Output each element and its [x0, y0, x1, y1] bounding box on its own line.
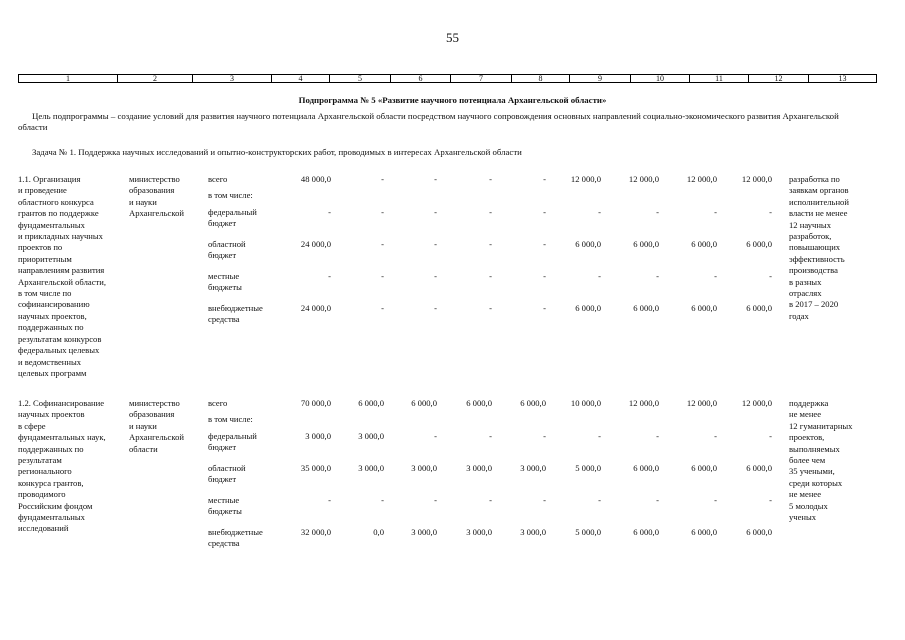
funding-value: -: [598, 431, 601, 441]
funding-value: -: [434, 303, 437, 313]
funding-value: 0,0: [373, 527, 384, 537]
column-number-11: 11: [690, 75, 749, 83]
funding-value: -: [489, 207, 492, 217]
funding-value: 6 000,0: [691, 527, 717, 537]
funding-value: -: [381, 174, 384, 184]
funding-source-label: областной бюджет: [208, 239, 246, 261]
funding-value: -: [769, 207, 772, 217]
funding-value: 6 000,0: [746, 527, 772, 537]
funding-value: -: [489, 431, 492, 441]
measure-name: 1.1. Организация и проведение областного конкурса грантов по поддержке фундаментальных и прикладных научных проектов по приоритетным направлениям развития Архангельской области, в том числе по софинансированию научных проектов, поддержанных по результатам конкурсов федеральных целевых и ведомственных целевых программ: [18, 174, 107, 378]
funding-value: -: [598, 271, 601, 281]
funding-value: -: [598, 207, 601, 217]
funding-value: -: [714, 271, 717, 281]
funding-value: 24 000,0: [300, 303, 331, 313]
column-number-5: 5: [330, 75, 391, 83]
funding-source-label: внебюджетные средства: [208, 303, 263, 325]
funding-value: 35 000,0: [300, 463, 331, 473]
expected-result: поддержка не менее 12 гуманитарных проектов, выполняемых более чем 35 учеными, среди которых не менее 5 молодых ученых: [789, 398, 853, 523]
column-number-12: 12: [749, 75, 809, 83]
column-number-2: 2: [118, 75, 193, 83]
funding-value: 6 000,0: [691, 463, 717, 473]
column-number-13: 13: [809, 75, 877, 83]
funding-value: -: [543, 495, 546, 505]
funding-value: 70 000,0: [300, 398, 331, 408]
funding-value: 12 000,0: [628, 398, 659, 408]
funding-value: 6 000,0: [633, 463, 659, 473]
funding-value: -: [543, 207, 546, 217]
funding-value: -: [656, 271, 659, 281]
funding-value: 6 000,0: [746, 239, 772, 249]
measure-name: 1.2. Софинансирование научных проектов в сфере фундаментальных наук, поддержанных по результатам регионального конкурса грантов, проводимого Российским фондом фундаментальных исследований: [18, 398, 106, 534]
funding-value: 6 000,0: [691, 239, 717, 249]
funding-value: 6 000,0: [358, 398, 384, 408]
funding-value: 6 000,0: [520, 398, 546, 408]
funding-value: -: [381, 239, 384, 249]
funding-value: -: [543, 239, 546, 249]
column-number-8: 8: [512, 75, 570, 83]
funding-value: 48 000,0: [300, 174, 331, 184]
funding-value: 12 000,0: [686, 398, 717, 408]
executor: министерство образования и науки Архангельской области: [129, 398, 184, 454]
funding-value: 6 000,0: [633, 527, 659, 537]
funding-value: -: [489, 239, 492, 249]
funding-value: 6 000,0: [466, 398, 492, 408]
column-number-10: 10: [631, 75, 690, 83]
funding-source-label: всего: [208, 398, 228, 408]
funding-value: 5 000,0: [575, 527, 601, 537]
funding-value: 3 000,0: [358, 431, 384, 441]
funding-value: -: [543, 431, 546, 441]
funding-source-label: в том числе:: [208, 190, 253, 200]
funding-value: -: [434, 271, 437, 281]
funding-value: 3 000,0: [520, 527, 546, 537]
funding-value: -: [769, 431, 772, 441]
funding-value: 12 000,0: [686, 174, 717, 184]
expected-result: разработка по заявкам органов исполнительной власти не менее 12 научных разработок, повышающих эффективность производства в разных отраслях в 2017 – 2020 годах: [789, 174, 849, 321]
funding-value: 3 000,0: [411, 463, 437, 473]
funding-value: -: [489, 303, 492, 313]
funding-value: -: [543, 271, 546, 281]
funding-value: -: [714, 495, 717, 505]
funding-value: 6 000,0: [746, 463, 772, 473]
column-number-6: 6: [391, 75, 451, 83]
funding-value: 6 000,0: [633, 239, 659, 249]
funding-value: -: [434, 239, 437, 249]
funding-value: 3 000,0: [466, 463, 492, 473]
funding-value: 3 000,0: [305, 431, 331, 441]
funding-source-label: местные бюджеты: [208, 495, 242, 517]
funding-value: -: [328, 495, 331, 505]
column-number-header: [18, 74, 877, 83]
funding-value: -: [381, 207, 384, 217]
subprogram-goal: Цель подпрограммы – создание условий для развития научного потенциала Архангельской области посредством научного сопровождения основных направлений социально-экономического развития Архангельской области: [18, 111, 839, 133]
funding-value: -: [489, 174, 492, 184]
column-number-3: 3: [193, 75, 272, 83]
funding-value: -: [543, 303, 546, 313]
funding-value: 6 000,0: [746, 303, 772, 313]
funding-value: -: [328, 207, 331, 217]
funding-source-label: всего: [208, 174, 228, 184]
funding-value: 12 000,0: [741, 398, 772, 408]
funding-value: -: [381, 495, 384, 505]
funding-value: -: [434, 207, 437, 217]
funding-value: 3 000,0: [358, 463, 384, 473]
column-number-7: 7: [451, 75, 512, 83]
funding-value: -: [656, 495, 659, 505]
funding-source-label: внебюджетные средства: [208, 527, 263, 549]
column-number-1: 1: [19, 75, 118, 83]
funding-value: -: [598, 495, 601, 505]
funding-value: 3 000,0: [411, 527, 437, 537]
funding-value: -: [434, 431, 437, 441]
funding-source-label: областной бюджет: [208, 463, 246, 485]
funding-value: -: [714, 207, 717, 217]
task-heading: Задача № 1. Поддержка научных исследований и опытно-конструкторских работ, проводимых в интересах Архангельской области: [32, 147, 522, 157]
funding-source-label: федеральный бюджет: [208, 431, 257, 453]
funding-value: 10 000,0: [570, 398, 601, 408]
funding-source-label: местные бюджеты: [208, 271, 242, 293]
column-number-4: 4: [272, 75, 330, 83]
page-number: 55: [446, 30, 459, 45]
funding-value: -: [489, 495, 492, 505]
funding-source-label: в том числе:: [208, 414, 253, 424]
executor: министерство образования и науки Архангельской: [129, 174, 184, 219]
funding-value: 32 000,0: [300, 527, 331, 537]
funding-value: 6 000,0: [575, 303, 601, 313]
funding-value: -: [769, 495, 772, 505]
funding-value: 6 000,0: [411, 398, 437, 408]
funding-value: 12 000,0: [628, 174, 659, 184]
funding-value: 12 000,0: [570, 174, 601, 184]
funding-value: -: [434, 174, 437, 184]
funding-value: -: [656, 431, 659, 441]
funding-source-label: федеральный бюджет: [208, 207, 257, 229]
funding-value: -: [543, 174, 546, 184]
funding-value: -: [769, 271, 772, 281]
funding-value: 5 000,0: [575, 463, 601, 473]
funding-value: -: [381, 271, 384, 281]
funding-value: -: [656, 207, 659, 217]
funding-value: 3 000,0: [520, 463, 546, 473]
funding-value: -: [328, 271, 331, 281]
funding-value: 12 000,0: [741, 174, 772, 184]
funding-value: 3 000,0: [466, 527, 492, 537]
funding-value: -: [489, 271, 492, 281]
column-number-9: 9: [570, 75, 631, 83]
subprogram-title: Подпрограмма № 5 «Развитие научного потенциала Архангельской области»: [298, 95, 607, 105]
funding-value: -: [714, 431, 717, 441]
funding-value: 6 000,0: [691, 303, 717, 313]
funding-value: 6 000,0: [633, 303, 659, 313]
funding-value: 24 000,0: [300, 239, 331, 249]
funding-value: -: [434, 495, 437, 505]
funding-value: 6 000,0: [575, 239, 601, 249]
funding-value: -: [381, 303, 384, 313]
